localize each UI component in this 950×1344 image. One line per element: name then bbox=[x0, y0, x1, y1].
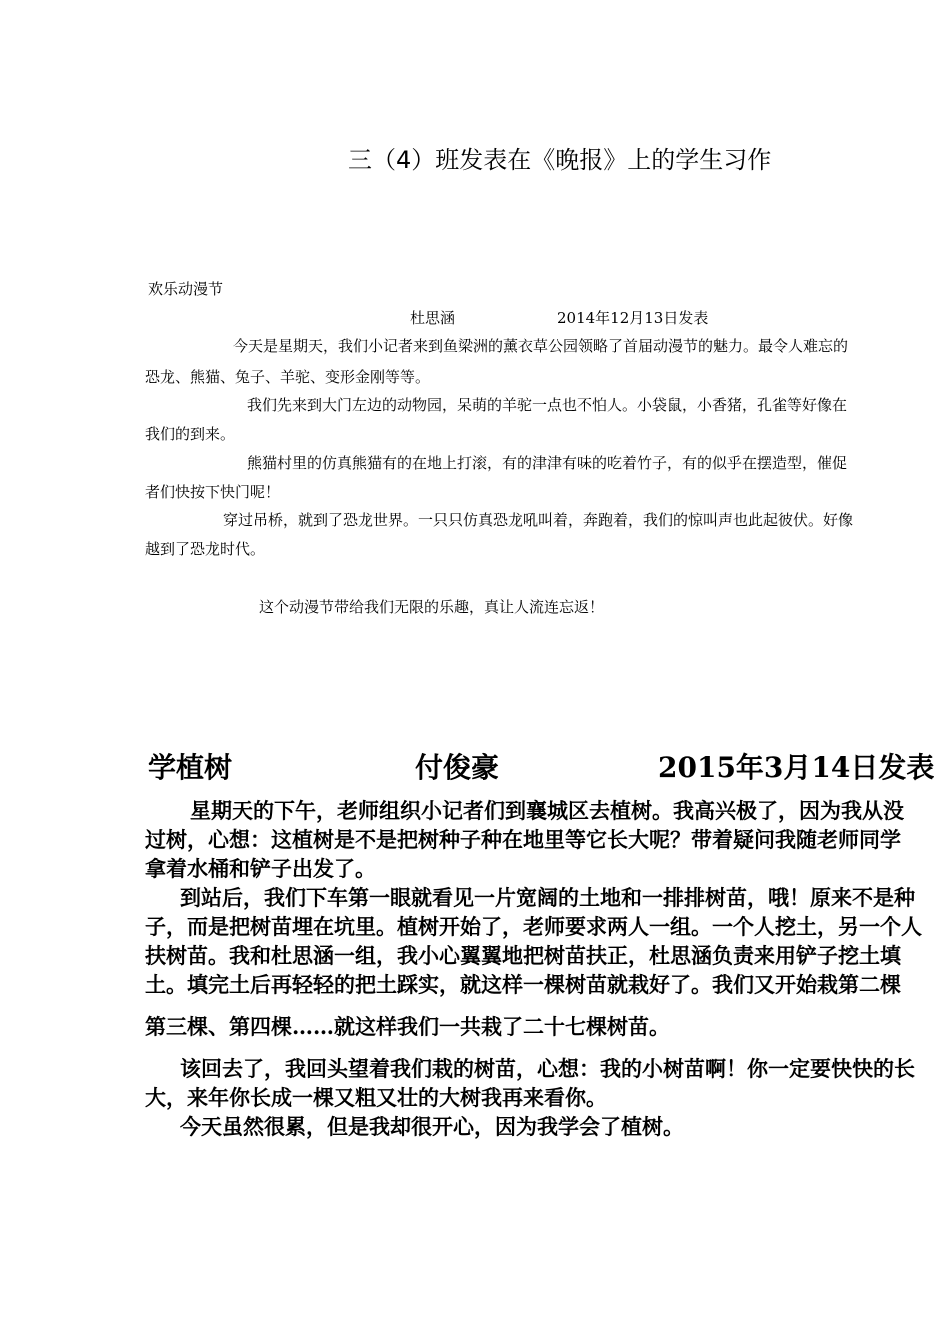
page-title: 三（4）班发表在《晚报》上的学生习作 bbox=[348, 146, 772, 174]
article2-line: 扶树苗。我和杜思涵一组，我小心翼翼地把树苗扶正，杜思涵负责来用铲子挖土填 bbox=[145, 943, 901, 968]
article2-line: 拿着水桶和铲子出发了。 bbox=[145, 856, 376, 881]
article2-line: 子，而是把树苗埋在坑里。植树开始了，老师要求两人一组。一个人挖土，另一个人 bbox=[145, 914, 922, 939]
article1-line: 者们快按下快门呢！ bbox=[145, 483, 281, 501]
article2-line: 第三棵、第四棵……就这样我们一共栽了二十七棵树苗。 bbox=[145, 1014, 670, 1039]
article1-date: 2014年12月13日发表 bbox=[557, 309, 709, 327]
article1-line: 这个动漫节带给我们无限的乐趣，真让人流连忘返！ bbox=[259, 598, 605, 616]
article1-line: 我们先来到大门左边的动物园，呆萌的羊驼一点也不怕人。小袋鼠，小香猪，孔雀等好像在 bbox=[247, 396, 848, 414]
article1-author: 杜思涵 bbox=[410, 309, 456, 327]
article1-heading: 欢乐动漫节 bbox=[148, 280, 224, 298]
article1-line: 越到了恐龙时代。 bbox=[145, 540, 266, 558]
article2-line: 星期天的下午，老师组织小记者们到襄城区去植树。我高兴极了，因为我从没 bbox=[190, 798, 904, 823]
article2-line: 过树，心想：这植树是不是把树种子种在地里等它长大呢？带着疑问我随老师同学 bbox=[145, 827, 901, 852]
article1-line: 穿过吊桥，就到了恐龙世界。一只只仿真恐龙吼叫着，奔跑着，我们的惊叫声也此起彼伏。好像 bbox=[223, 511, 854, 529]
article2-line: 今天虽然很累，但是我却很开心，因为我学会了植树。 bbox=[180, 1114, 684, 1139]
article1-line: 恐龙、熊猫、兔子、羊驼、变形金刚等等。 bbox=[145, 368, 431, 386]
article1-line: 熊猫村里的仿真熊猫有的在地上打滚，有的津津有味的吃着竹子，有的似乎在摆造型，催促 bbox=[247, 454, 848, 472]
article2-line: 该回去了，我回头望着我们栽的树苗，心想：我的小树苗啊！你一定要快快的长 bbox=[180, 1056, 915, 1081]
article2-line: 土。填完土后再轻轻的把土踩实，就这样一棵树苗就栽好了。我们又开始栽第二棵 bbox=[145, 972, 901, 997]
article2-date: 2015年3月14日发表 bbox=[658, 751, 935, 784]
article2-line: 大，来年你长成一棵又粗又壮的大树我再来看你。 bbox=[145, 1085, 607, 1110]
article1-line: 我们的到来。 bbox=[145, 425, 236, 443]
article2-heading: 学植树 bbox=[148, 751, 233, 784]
article2-author: 付俊豪 bbox=[415, 751, 500, 784]
article1-line: 今天是星期天，我们小记者来到鱼梁洲的薰衣草公园领略了首届动漫节的魅力。最令人难忘的 bbox=[233, 337, 849, 355]
article2-line: 到站后，我们下车第一眼就看见一片宽阔的土地和一排排树苗，哦！原来不是种 bbox=[180, 885, 915, 910]
